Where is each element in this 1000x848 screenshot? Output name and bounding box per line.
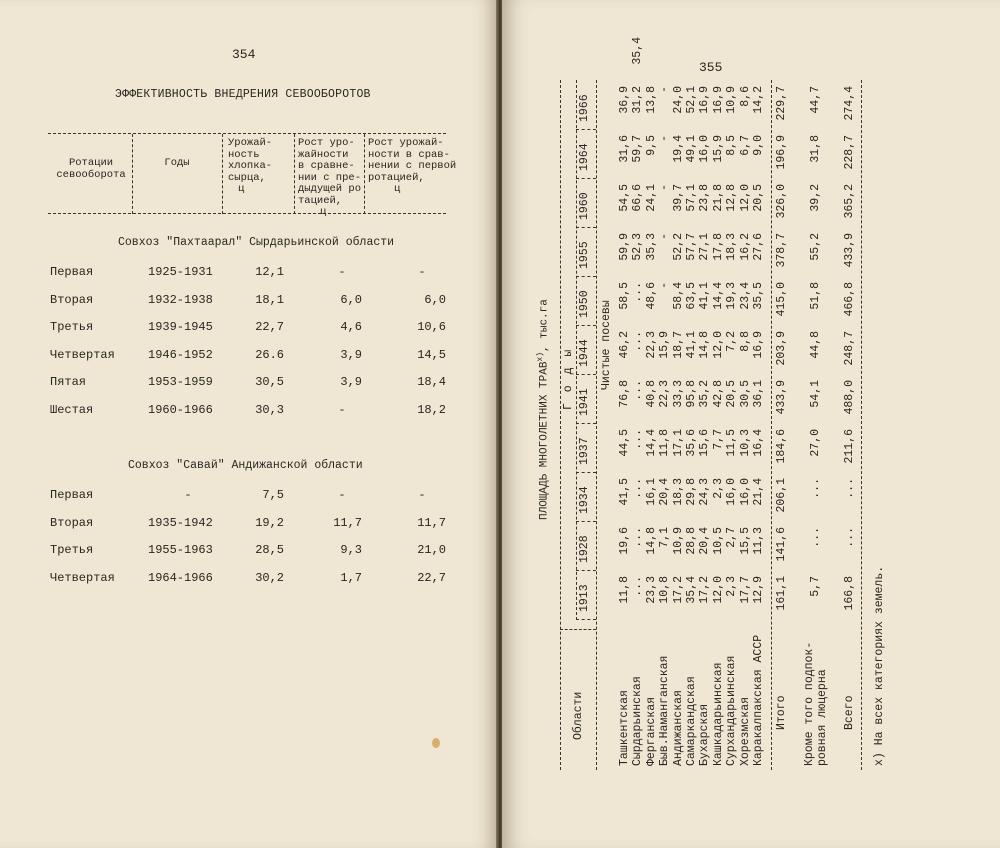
table-cell: 229,7 — [775, 86, 789, 121]
year-header: 1960 — [578, 192, 591, 220]
header-line: ц — [238, 183, 245, 195]
extra-label: Кроме того подпок- — [803, 641, 817, 766]
region-name: Сурхандарьинская — [725, 655, 739, 766]
page-stain — [432, 738, 440, 748]
table-cell: 3,9 — [340, 347, 362, 362]
table-cell: 17,8 — [711, 233, 725, 261]
table-cell: 11,7 — [333, 515, 362, 530]
table-cell: 13,8 — [644, 86, 658, 114]
table-cell: 12,8 — [725, 184, 739, 212]
table-cell: 18,3 — [671, 478, 685, 506]
table-cell: 23,8 — [698, 184, 712, 212]
table-cell: 18,7 — [671, 331, 685, 359]
table-cell: 10,9 — [671, 527, 685, 555]
right-page — [502, 0, 1000, 848]
table-cell: 24,3 — [698, 478, 712, 506]
table-cell: 22,7 — [255, 320, 284, 334]
table-cell: 1955-1963 — [148, 543, 213, 557]
table-cell: 14,5 — [417, 347, 446, 362]
table-cell: 95,8 — [685, 380, 698, 408]
table-rule — [576, 570, 596, 571]
table-cell: - — [338, 265, 346, 279]
table-cell: 18,1 — [255, 292, 284, 307]
header-line: ность — [228, 148, 260, 161]
table-cell: 2,3 — [711, 478, 725, 499]
table-cell: 1953-1959 — [148, 375, 213, 389]
total-label: Итого — [775, 695, 789, 730]
year-header: 1934 — [578, 486, 591, 514]
table-cell: 8,6 — [738, 86, 752, 107]
table-cell: 19,6 — [618, 527, 631, 555]
table-cell: 12,0 — [711, 576, 725, 604]
header-line: нении с первой — [368, 160, 457, 172]
table-cell: 15,9 — [658, 331, 672, 359]
header-line: хлопка- — [228, 160, 273, 172]
table-cell: 141,6 — [775, 527, 789, 562]
table-cell: ... — [631, 527, 645, 548]
table-cell: 1,7 — [340, 570, 362, 585]
table-cell: 17,7 — [738, 576, 752, 604]
rotation-label: Третья — [50, 320, 94, 334]
table-cell: 7,2 — [725, 331, 739, 352]
table-cell: ... — [843, 527, 857, 548]
rotation-label: Первая — [50, 488, 94, 502]
rotated-table — [532, 37, 972, 770]
table-cell: 30,5 — [255, 375, 284, 389]
table-cell: 415,0 — [775, 282, 789, 317]
table-cell: 14,8 — [698, 331, 712, 359]
region-name: Самаркандская — [685, 676, 698, 766]
table-cell: ... — [631, 282, 645, 303]
table-cell: 36,1 — [752, 380, 765, 408]
table-cell: 326,0 — [775, 184, 789, 219]
table-cell: 16,2 — [738, 233, 752, 261]
table-cell: 14,4 — [711, 282, 725, 310]
table-cell: 52,3 — [631, 233, 645, 261]
table-cell: 433,9 — [843, 233, 857, 268]
table-cell: 6,7 — [738, 135, 752, 156]
table-cell: 20,4 — [698, 527, 712, 555]
header-line: ц — [320, 206, 327, 218]
header-line: сырца, — [228, 171, 266, 184]
table-cell: - — [338, 488, 346, 502]
table-cell: 46,2 — [618, 331, 631, 359]
region-name: Хорезмская — [738, 696, 752, 766]
column-header-yield — [228, 138, 292, 196]
table-cell: 31,2 — [631, 86, 645, 114]
extra-label: ровная люцерна — [816, 669, 830, 766]
table-cell: 12,0 — [711, 331, 725, 359]
left-page — [0, 0, 498, 848]
column-header-years: Г о д ы — [562, 347, 575, 410]
footnote-mark: х) — [536, 351, 545, 362]
table-cell: 33,3 — [671, 380, 685, 408]
table-cell: 39,7 — [671, 184, 685, 212]
table-cell: 1925-1931 — [148, 265, 213, 279]
header-line: дыдущей ро — [298, 183, 362, 195]
table-cell: 16,9 — [711, 86, 725, 114]
table-cell: ... — [631, 478, 645, 499]
table-cell: 27,1 — [698, 233, 712, 261]
table-cell: 11,8 — [618, 576, 631, 604]
table-cell: 1939-1945 — [148, 320, 213, 334]
table-cell: 11,3 — [752, 527, 765, 555]
table-cell: 16,0 — [698, 135, 712, 163]
table-cell: 44,5 — [618, 429, 631, 457]
table-rule — [576, 325, 596, 326]
grand-total-label: Всего — [843, 695, 857, 730]
table-cell: 41,1 — [698, 282, 712, 310]
table-cell: 14,2 — [752, 86, 765, 114]
subheader-clean-crops: Чистые посевы — [600, 300, 613, 390]
table-cell: 17,2 — [698, 576, 712, 604]
table-cell: 35,2 — [698, 380, 712, 408]
column-header-years — [134, 158, 220, 170]
region-name: Сырдарьинская — [631, 676, 645, 766]
table-cell: 24,1 — [644, 184, 658, 212]
table-cell: 15,6 — [698, 429, 712, 457]
table-rule — [861, 80, 862, 770]
rotation-label: Первая — [50, 265, 94, 279]
table-rule — [576, 178, 596, 179]
table-cell: 11,7 — [417, 515, 446, 530]
table-cell: 8,8 — [738, 331, 752, 352]
table-cell: 6,0 — [340, 292, 362, 307]
header-line: нии с пре- — [298, 171, 362, 184]
table-cell: 27,6 — [752, 233, 765, 261]
table-cell: 2,3 — [725, 576, 739, 597]
region-name: Быв.Наманганская — [658, 655, 672, 766]
table-cell: 211,6 — [843, 429, 857, 464]
table-cell: 59,7 — [631, 135, 645, 163]
table-cell: 18,4 — [417, 375, 446, 389]
table-cell: 31,6 — [618, 135, 631, 163]
rotation-label: Шестая — [50, 402, 94, 417]
table-cell: 21,0 — [417, 543, 446, 557]
table-cell: 39,2 — [809, 184, 823, 212]
year-header: 1955 — [578, 241, 591, 269]
table-cell: 57,7 — [685, 233, 698, 261]
rotation-label: Четвертая — [50, 570, 115, 585]
table-cell: 466,8 — [843, 282, 857, 317]
table-cell: 1960-1966 — [148, 402, 213, 417]
table-cell: 40,8 — [644, 380, 658, 408]
table-cell: 36,9 — [618, 86, 631, 114]
table-cell: 24,0 — [671, 86, 685, 114]
table-title-unit: , тыс.га — [538, 299, 551, 352]
column-header-growth-first — [368, 138, 464, 196]
table-cell: 433,9 — [775, 380, 789, 415]
table-cell: 196,9 — [775, 135, 789, 170]
table-cell: 16,9 — [698, 86, 712, 114]
table-cell: - — [658, 86, 672, 93]
table-cell: 10,8 — [658, 576, 672, 604]
table-cell: 10,5 — [711, 527, 725, 555]
table-cell: 27,0 — [809, 429, 823, 457]
table-rule — [576, 374, 596, 375]
table-cell: 22,7 — [417, 570, 446, 585]
table-cell: 28,8 — [685, 527, 698, 555]
table-cell: 48,6 — [644, 282, 658, 310]
table-cell: 12,1 — [255, 265, 284, 279]
table-cell: - — [658, 184, 672, 191]
table-cell: 19,2 — [255, 515, 284, 530]
table-cell: 10,9 — [725, 86, 739, 114]
header-line: севооборота — [56, 168, 126, 181]
table-cell: ... — [809, 478, 823, 499]
table-cell: 35,6 — [685, 429, 698, 457]
table-cell: 9,3 — [340, 543, 362, 557]
table-cell: 5,7 — [809, 576, 823, 597]
table-cell: - — [418, 265, 426, 279]
table-cell: ... — [631, 576, 645, 597]
header-divider — [294, 134, 295, 214]
rotation-label: Третья — [50, 543, 94, 557]
table-cell: 11,8 — [658, 429, 672, 457]
table-cell: 44,8 — [809, 331, 823, 359]
table-cell: 228,7 — [843, 135, 857, 170]
table-cell: - — [658, 135, 672, 142]
table-cell: 58,4 — [671, 282, 685, 310]
table-cell: 19,4 — [671, 135, 685, 163]
table-cell: 66,6 — [631, 184, 645, 212]
table-cell: 1935-1942 — [148, 515, 213, 530]
header-line: Ротации — [68, 157, 114, 169]
table-cell: 29,8 — [685, 478, 698, 506]
table-rule — [576, 619, 596, 620]
table-cell: 31,8 — [809, 135, 823, 163]
table-cell: - — [418, 488, 426, 502]
table-cell: 6,0 — [424, 292, 446, 307]
table-cell: 20,5 — [725, 380, 739, 408]
year-header: 1928 — [578, 535, 591, 563]
table-cell: 12,9 — [752, 576, 765, 604]
table-cell: 35,4 — [631, 37, 645, 65]
table-cell: 19,3 — [725, 282, 739, 310]
table-cell: 378,7 — [775, 233, 789, 268]
table-cell: 203,9 — [775, 331, 789, 366]
rotation-label: Пятая — [50, 375, 87, 389]
table-cell: 1946-1952 — [148, 347, 213, 362]
table-cell: 51,8 — [809, 282, 823, 310]
table-cell: 54,1 — [809, 380, 823, 408]
table-cell: 20,4 — [658, 478, 672, 506]
table-cell: 248,7 — [843, 331, 857, 366]
rotation-label: Четвертая — [50, 347, 115, 362]
region-name: Кашкадарьинская — [711, 662, 725, 766]
table-rule — [576, 129, 596, 130]
table-cell: 52,2 — [671, 233, 685, 261]
footnote: х) На всех категориях земель. — [873, 565, 887, 766]
table-cell: 17,2 — [671, 576, 685, 604]
table-cell: 15,9 — [711, 135, 725, 163]
table-cell: ... — [631, 429, 645, 450]
table-cell: 9,0 — [752, 135, 765, 156]
table-cell: 35,3 — [644, 233, 658, 261]
header-divider — [364, 134, 365, 214]
table-title-text: ПЛОЩАДЬ МНОГОЛЕТНИХ ТРАВ — [538, 361, 551, 520]
table-cell: 7,1 — [658, 527, 672, 548]
header-line: жайности — [298, 148, 349, 161]
table-cell: 9,5 — [644, 135, 658, 156]
table-cell: 488,0 — [843, 380, 857, 415]
table-cell: 76,8 — [618, 380, 631, 408]
table-cell: 3,9 — [340, 375, 362, 389]
table-rule — [576, 423, 596, 424]
table-cell: - — [658, 282, 672, 289]
table-cell: 55,2 — [809, 233, 823, 261]
table-cell: 49,1 — [685, 135, 698, 163]
region-name: Ташкентская — [618, 690, 631, 766]
header-line: ц — [394, 183, 401, 195]
table-cell: 17,1 — [671, 429, 685, 457]
year-header: 1966 — [578, 94, 591, 122]
table-cell: 59,9 — [618, 233, 631, 261]
table-cell: 365,2 — [843, 184, 857, 219]
table-cell: 8,5 — [725, 135, 739, 156]
header-line: в сравне- — [298, 160, 355, 172]
section-title: Совхоз "Савай" Андижанской области — [128, 459, 363, 472]
table-cell: 14,8 — [644, 527, 658, 555]
table-cell: 206,1 — [775, 478, 789, 513]
table-cell: 54,5 — [618, 184, 631, 212]
table-cell: 22,3 — [644, 331, 658, 359]
table-cell: 274,4 — [843, 86, 857, 121]
region-name: Каракалпакская АССР — [752, 634, 765, 766]
table-cell: 26.6 — [255, 347, 284, 362]
region-name: Ферганская — [644, 696, 658, 766]
table-rule — [576, 227, 596, 228]
table-cell: 1964-1966 — [148, 570, 213, 585]
table-rule — [560, 629, 596, 630]
table-rule — [560, 80, 561, 770]
table-cell: ... — [631, 380, 645, 401]
column-header-rotation — [52, 158, 130, 181]
table-cell: 42,8 — [711, 380, 725, 408]
year-header: 1944 — [578, 339, 591, 367]
region-name: Андижанская — [671, 690, 685, 766]
table-cell: 21,4 — [752, 478, 765, 506]
table-cell: 20,5 — [752, 184, 765, 212]
table-cell: 161,1 — [775, 576, 789, 611]
header-line: ности в срав- — [368, 148, 450, 161]
table-cell: 14,4 — [644, 429, 658, 457]
header-bottom-rule — [48, 213, 446, 214]
table-title: ЭФФЕКТИВНОСТЬ ВНЕДРЕНИЯ СЕВООБОРОТОВ — [115, 88, 371, 101]
table-cell: 41,5 — [618, 478, 631, 506]
page-number: 354 — [232, 47, 256, 62]
table-rule — [576, 276, 596, 277]
table-cell: 16,9 — [752, 331, 765, 359]
table-cell: 35,4 — [685, 576, 698, 604]
header-line: Урожай- — [228, 137, 273, 149]
table-title — [536, 299, 551, 520]
table-cell: 57,1 — [685, 184, 698, 212]
table-rule — [576, 521, 596, 522]
table-cell: 10,3 — [738, 429, 752, 457]
table-cell: 7,7 — [711, 429, 725, 450]
table-cell: 23,4 — [738, 282, 752, 310]
header-divider — [132, 134, 133, 214]
table-rule — [576, 472, 596, 473]
header-line: ротацией, — [368, 171, 425, 184]
table-cell: 58,5 — [618, 282, 631, 310]
table-cell: 52,1 — [685, 86, 698, 114]
table-cell: 35,5 — [752, 282, 765, 310]
column-header-regions: Области — [572, 691, 585, 740]
table-cell: 21,8 — [711, 184, 725, 212]
table-cell: 41,1 — [685, 331, 698, 359]
table-cell: 28,5 — [255, 543, 284, 557]
year-header: 1941 — [578, 388, 591, 416]
table-cell: 2,7 — [725, 527, 739, 548]
table-cell: 4,6 — [340, 320, 362, 334]
table-cell: - — [338, 402, 346, 417]
table-cell: - — [658, 233, 672, 240]
region-name: Бухарская — [698, 703, 712, 766]
table-cell: 166,8 — [843, 576, 857, 611]
table-cell: 18,2 — [417, 402, 446, 417]
table-cell: 30,2 — [255, 570, 284, 585]
table-cell: 18,3 — [725, 233, 739, 261]
table-cell: 63,5 — [685, 282, 698, 310]
year-header: 1937 — [578, 437, 591, 465]
header-line: Рост уро- — [298, 137, 355, 149]
table-cell: 22,3 — [658, 380, 672, 408]
table-cell: 15,5 — [738, 527, 752, 555]
year-header: 1913 — [578, 584, 591, 612]
table-cell: 10,6 — [417, 320, 446, 334]
table-rule — [596, 80, 597, 770]
table-cell: 7,5 — [262, 488, 284, 502]
table-cell: 184,6 — [775, 429, 789, 464]
table-cell: 1932-1938 — [148, 292, 213, 307]
table-cell: 16,1 — [644, 478, 658, 506]
table-cell: 12,0 — [738, 184, 752, 212]
table-cell: 16,0 — [738, 478, 752, 506]
table-cell: 16,4 — [752, 429, 765, 457]
table-rule — [576, 80, 577, 620]
table-cell: 30,5 — [738, 380, 752, 408]
header-line: Годы — [164, 157, 190, 169]
year-header: 1964 — [578, 143, 591, 171]
rotation-label: Вторая — [50, 292, 94, 307]
table-cell: 11,5 — [725, 429, 739, 457]
header-divider — [222, 134, 223, 214]
table-cell: ... — [809, 527, 823, 548]
table-cell: 30,3 — [255, 402, 284, 417]
section-title: Совхоз "Пахтаарал" Сырдарьинской области — [118, 236, 395, 249]
table-cell: 23,3 — [644, 576, 658, 604]
table-cell: 16,0 — [725, 478, 739, 506]
table-cell: ... — [631, 331, 645, 352]
year-header: 1950 — [578, 290, 591, 318]
header-line: тацией, — [298, 194, 343, 207]
table-cell: ... — [843, 478, 857, 499]
table-cell: 44,7 — [809, 86, 823, 114]
column-header-growth-previous — [298, 138, 364, 219]
rotation-label: Вторая — [50, 515, 94, 530]
table-rule — [771, 80, 772, 770]
table-cell: - — [184, 488, 192, 502]
page-number: 355 — [699, 60, 723, 75]
header-top-rule — [48, 133, 446, 134]
header-line: Рост урожай- — [368, 137, 444, 149]
